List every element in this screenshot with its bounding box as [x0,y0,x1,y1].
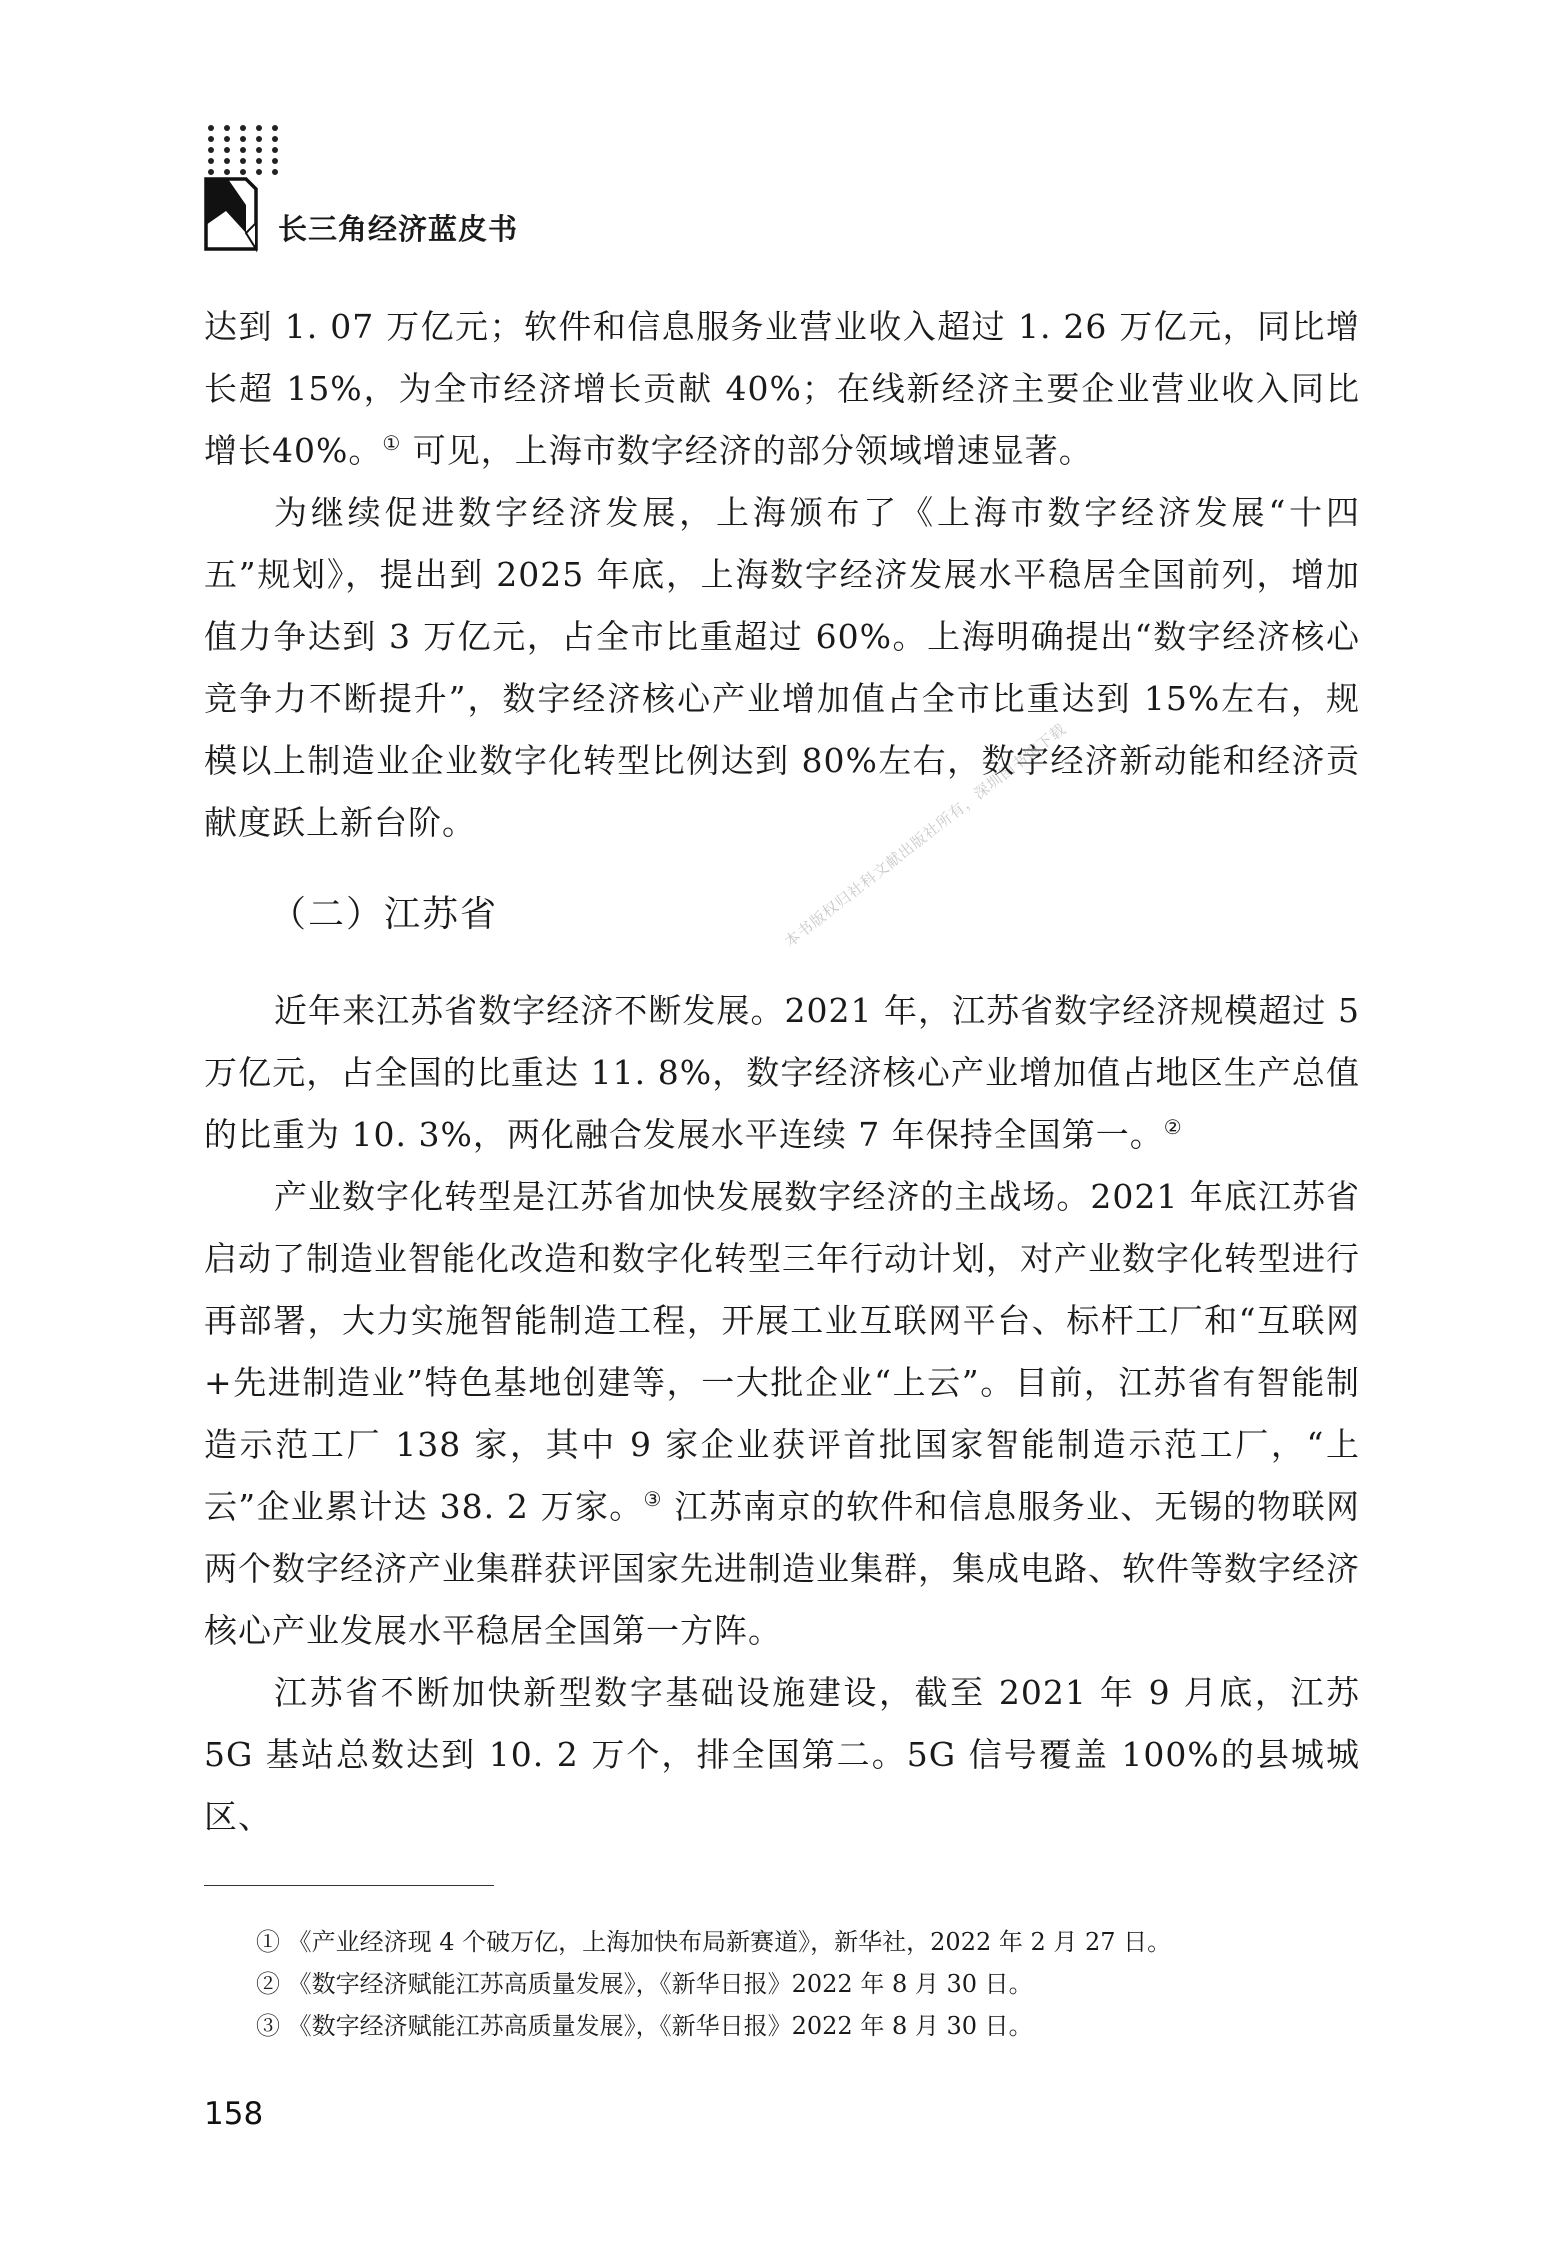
watermark: 本书版权归社科文献出版社所有，深圳图书馆下载 [781,719,1070,951]
book-series-title: 长三角经济蓝皮书 [278,212,519,246]
paragraph: 近年来江苏省数字经济不断发展。2021 年，江苏省数字经济规模超过 5 万亿元，占全国的比重达 11. 8%，数字经济核心产业增加值占地区生产总值的比重为 10. 3%，两化融合发展水平连续 7 年保持全国第一。② [204,991,1360,1154]
footnote: ① 《产业经济现 4 个破万亿，上海加快布局新赛道》，新华社，2022 年 2 月 27 日。 [256,1928,1172,1956]
header-dot-pattern [208,125,278,175]
footnote: ③ 《数字经济赋能江苏高质量发展》，《新华日报》2022 年 8 月 30 日。 [256,2012,1033,2040]
running-header [200,125,560,265]
paragraph: 产业数字化转型是江苏省加快发展数字经济的主战场。2021 年底江苏省启动了制造业智能化改造和数字化转型三年行动计划，对产业数字化转型进行再部署，大力实施智能制造工程，开展工业互联网平台、标杆工厂和“互联网+先进制造业”特色基地创建等，一大批企业“上云”。目前，江苏省有智能制造示范工厂 138 家，其中 9 家企业获评首批国家智能制造示范工厂，“上云”企业累计达 38. 2 万家。③ 江苏南京的软件和信息服务业、无锡的物联网两个数字经济产业集群获评国家先进制造业集群，集成电路、软件等数字经济核心产业发展水平稳居全国第一方阵。 [204,1177,1360,1650]
section-heading: （二）江苏省 [270,894,499,935]
footnote-ref[interactable]: ② [1163,1115,1183,1139]
paragraph-continuation: 达到 1. 07 万亿元；软件和信息服务业营业收入超过 1. 26 万亿元，同比增长超 15%，为全市经济增长贡献 40%；在线新经济主要企业营业收入同比增长40%。① 可见，上海市数字经济的部分领域增速显著。 [204,307,1360,470]
page-number: 158 [204,2096,264,2132]
footnote-ref[interactable]: ① [382,431,402,455]
footnotes [256,1921,1356,2047]
page-body [204,296,1360,1848]
paragraph: 为继续促进数字经济发展，上海颁布了《上海市数字经济发展“十四五”规划》，提出到 2025 年底，上海数字经济发展水平稳居全国前列，增加值力争达到 3 万亿元，占全市比重超过 60%。上海明确提出“数字经济核心竞争力不断提升”，数字经济核心产业增加值占全市比重达到 15%左右，规模以上制造业企业数字化转型比例达到 80%左右，数字经济新动能和经济贡献度跃上新台阶。 [204,493,1360,842]
footnote-ref[interactable]: ③ [643,1487,663,1511]
paragraph: 江苏省不断加快新型数字基础设施建设，截至 2021 年 9 月底，江苏 5G 基站总数达到 10. 2 万个，排全国第二。5G 信号覆盖 100%的县城城区、 [204,1673,1360,1836]
book-logo-icon [202,175,260,253]
footnote: ② 《数字经济赋能江苏高质量发展》，《新华日报》2022 年 8 月 30 日。 [256,1970,1033,1998]
footnote-divider [204,1885,494,1886]
